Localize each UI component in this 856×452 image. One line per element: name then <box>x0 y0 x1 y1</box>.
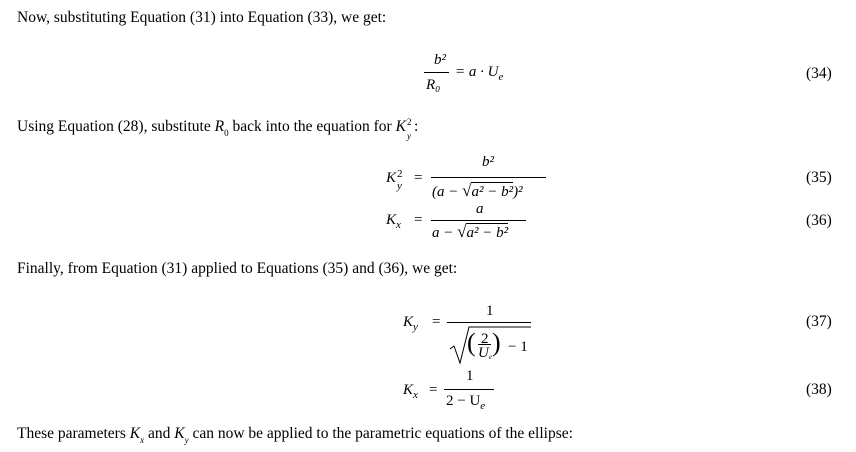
paragraph-parameters: These parameters $K_x$ and $K_y$ can now be applied to the parametric equations of the ellipse: <box>17 425 573 445</box>
eq34-number: (34) <box>806 65 832 82</box>
eq35-equals: = <box>414 170 423 186</box>
eq36-lhs: $K_x$ <box>386 212 401 231</box>
paragraph-substitute: Using Equation (28), substitute $R_0$ back into the equation for K 2 y : <box>17 117 419 141</box>
eq35-numerator: b² <box>482 154 494 170</box>
eq37-equals: = <box>432 314 441 330</box>
eq37-minus-one: − 1 <box>508 339 528 355</box>
eq34-rhs: = $a \cdot U_e$ <box>455 64 504 83</box>
eq36-equals: = <box>414 212 423 228</box>
eq38-lhs: $K_x$ <box>403 382 418 401</box>
eq34-numerator: b² <box>434 52 446 68</box>
eq37-number: (37) <box>806 313 832 330</box>
eq36-numerator: a <box>476 201 484 217</box>
eq38-number: (38) <box>806 381 832 398</box>
eq37-inner-numerator: 2 <box>481 331 489 347</box>
eq37-numerator: 1 <box>486 303 494 319</box>
eq35-lhs: K 2 y <box>386 168 403 192</box>
eq35-number: (35) <box>806 169 832 186</box>
eq37-paren-close: ) <box>492 328 501 357</box>
eq38-fraction-bar <box>444 389 494 390</box>
eq36-number: (36) <box>806 212 832 229</box>
eq36-fraction-bar <box>431 220 526 221</box>
eq37-lhs: $K_y$ <box>403 314 418 333</box>
eq38-equals: = <box>429 382 438 398</box>
eq37-inner-denominator: Ue <box>478 345 492 361</box>
eq36-denominator: a − √a² − b² <box>432 222 509 241</box>
eq35-denominator: (a − √a² − b²)² <box>432 181 523 200</box>
paragraph-intro: Now, substituting Equation (31) into Equation (33), we get: <box>17 9 387 26</box>
eq37-paren-open: ( <box>467 328 476 357</box>
eq35-fraction-bar <box>431 177 546 178</box>
eq34-denominator: R₀ <box>426 77 441 93</box>
eq34-fraction-bar <box>424 72 449 73</box>
eq38-numerator: 1 <box>466 368 474 384</box>
paragraph-finally: Finally, from Equation (31) applied to Equations (35) and (36), we get: <box>17 260 458 277</box>
eq38-denominator: $2 - U_e$ <box>446 393 486 412</box>
eq37-fraction-bar <box>447 322 531 323</box>
